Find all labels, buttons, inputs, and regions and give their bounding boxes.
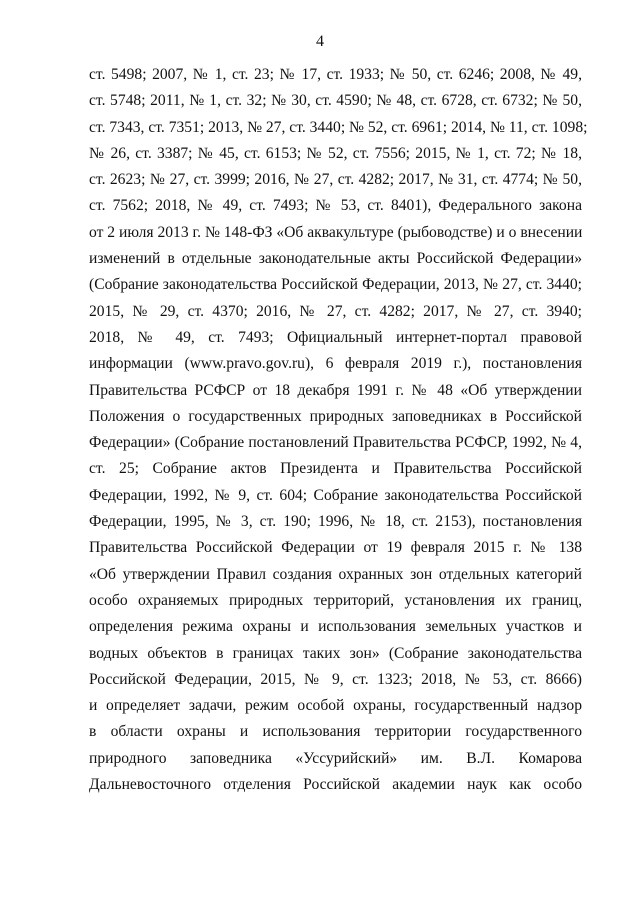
text-line: от 2 июля 2013 г. № 148-ФЗ «Об аквакультуре (рыбоводстве) и о внесении	[89, 223, 583, 241]
text-line: № 26, ст. 3387; № 45, ст. 6153; № 52, ст. 7556; 2015, № 1, ст. 72; № 18,	[89, 144, 582, 162]
text-line: 2018, № 49, ст. 7493; Официальный интернет-портал правовой	[89, 328, 582, 346]
text-line: особо охраняемых природных территорий, установления их границ,	[89, 591, 582, 609]
text-line: изменений в отдельные законодательные акты Российской Федерации»	[89, 250, 582, 268]
text-line: Правительства РСФСР от 18 декабря 1991 г. № 48 «Об утверждении	[89, 381, 582, 399]
text-line: природного заповедника «Уссурийский» им. В.Л. Комарова	[89, 749, 582, 767]
text-line: определения режима охраны и использования земельных участков и	[89, 618, 582, 636]
text-line: ст. 7562; 2018, № 49, ст. 7493; № 53, ст. 8401), Федерального закона	[89, 197, 582, 215]
text-line: в области охраны и использования территории государственного	[89, 723, 582, 741]
text-line: 2015, № 29, ст. 4370; 2016, № 27, ст. 4282; 2017, № 27, ст. 3940;	[89, 302, 582, 320]
text-line: водных объектов в границах таких зон» (Собрание законодательства	[89, 644, 582, 662]
text-line: ст. 2623; № 27, ст. 3999; 2016, № 27, ст. 4282; 2017, № 31, ст. 4774; № 50,	[89, 171, 582, 189]
text-line: «Об утверждении Правил создания охранных зон отдельных категорий	[89, 565, 582, 583]
text-line: Российской Федерации, 2015, № 9, ст. 1323; 2018, № 53, ст. 8666)	[89, 670, 582, 688]
text-line: Дальневосточного отделения Российской академии наук как особо	[89, 776, 582, 794]
text-line: Правительства Российской Федерации от 19 февраля 2015 г. № 138	[89, 539, 582, 557]
text-line: ст. 5498; 2007, № 1, ст. 23; № 17, ст. 1933; № 50, ст. 6246; 2008, № 49,	[89, 66, 582, 83]
text-line: Федерации, 1992, № 9, ст. 604; Собрание законодательства Российской	[89, 486, 582, 504]
text-line: ст. 25; Собрание актов Президента и Правительства Российской	[89, 460, 582, 478]
text-line: Федерации, 1995, № 3, ст. 190; 1996, № 18, ст. 2153), постановления	[89, 513, 582, 531]
text-line: Положения о государственных природных заповедниках в Российской	[89, 407, 582, 425]
body-text	[89, 62, 588, 798]
page-number: 4	[316, 33, 324, 50]
text-line: ст. 5748; 2011, № 1, ст. 32; № 30, ст. 4590; № 48, ст. 6728, ст. 6732; № 50,	[89, 92, 582, 110]
text-line: и определяет задачи, режим особой охраны, государственный надзор	[89, 697, 582, 715]
text-line: Федерации» (Собрание постановлений Правительства РСФСР, 1992, № 4,	[89, 434, 582, 452]
text-line: (Собрание законодательства Российской Федерации, 2013, № 27, ст. 3440;	[89, 276, 582, 294]
text-line: ст. 7343, ст. 7351; 2013, № 27, ст. 3440; № 52, ст. 6961; 2014, № 11, ст. 1098;	[89, 118, 588, 136]
text-line: информации (www.pravo.gov.ru), 6 февраля 2019 г.), постановления	[89, 355, 582, 373]
